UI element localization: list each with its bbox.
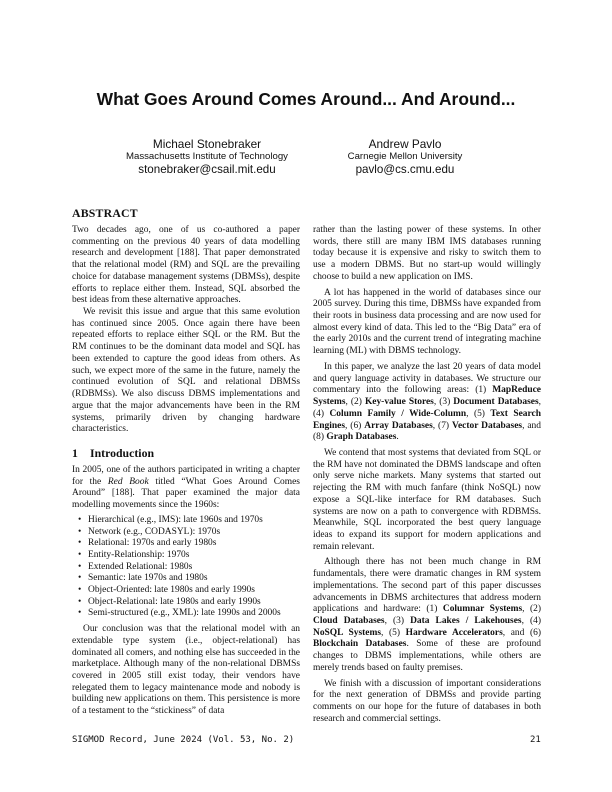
intro-paragraph: We contend that most systems that deviated from SQL or the RM have not dominated the DBMS landscape and often only serve niche markets. Many systems that started out rejecting the RM with much fanfare (think NoSQL) now expose a SQL-like interface for RM databases. Such systems are now on a path to convergence with RDBMSs. Meanwhile, SQL incorporated the best query language ideas to expand its support for modern applications and remain relevant. [313, 447, 541, 552]
intro-paragraph: We finish with a discussion of important considerations for the next generation of DBMSs and provide parting comments on our hope for the future of databases in both research and commercial settings. [313, 678, 541, 724]
list-item: • Hierarchical (e.g., IMS): late 1960s and 1970s [78, 515, 300, 527]
author-affiliation: Massachusetts Institute of Technology [126, 151, 288, 162]
author-name: Michael Stonebraker [152, 137, 262, 151]
section-number: 1 [72, 445, 78, 460]
right-column [313, 225, 541, 725]
intro-paragraph: A lot has happened in the world of databases since our 2005 survey. During this time, DBMSs have expanded from their roots in business data processing and are now used for almost every kind of data. This led to the “Big Data” era of the early 2010s and the current trend of integrating machine learning (ML) with DBMS technology. [313, 287, 541, 357]
author-affiliation: Carnegie Mellon University [347, 151, 463, 162]
area-term: Columnar Systems [442, 604, 523, 615]
area-term: Blockchain Databases [313, 639, 407, 650]
list-item: • Relational: 1970s and early 1980s [78, 538, 300, 550]
data-model-list [72, 515, 300, 620]
area-term: MapReduce Systems [313, 385, 541, 408]
text-run: rather than the lasting power of these systems. In other words, there still are many IBM IMS databases running today because it is expensive and risky to switch them to use a modern DBMS. But no start-up would willingly choose to build a new application on IMS. [313, 225, 541, 282]
list-item: • Network (e.g., CODASYL): 1970s [78, 527, 300, 539]
area-term: Column Family / Wide-Column [329, 408, 467, 419]
abstract-heading: ABSTRACT [72, 206, 138, 220]
text-run: titled “What Goes Around Comes Around” [188]. That paper examined the major data modelling movements since the 1960s: [72, 476, 300, 511]
section-heading [72, 446, 300, 460]
text-run: In 2005, one of the authors participated in writing a chapter for the [72, 464, 300, 487]
intro-paragraph [72, 465, 300, 512]
area-term: Key-value Stores [364, 397, 434, 408]
text-run: In this paper, we analyze the last 20 years of data model and query language activity in databases. We structure our commentary into the following areas: (1) [313, 361, 541, 396]
area-term: Array Databases [364, 420, 433, 431]
area-term: Vector Databases [452, 420, 523, 431]
area-term: Data Lakes / Lakehouses [410, 616, 522, 626]
list-item: • Semantic: late 1970s and 1980s [78, 573, 300, 585]
text-run: Although there has not been much change in RM fundamentals, there were dramatic changes in RM system implementations. The second part of this paper discusses advancements in DBMS architectures that address modern applications and hardware: (1) [313, 557, 541, 615]
paper-title: What Goes Around Comes Around... And Around... [96, 89, 516, 109]
area-term: Document Databases [453, 397, 539, 408]
area-term: Hardware Accelerators [405, 627, 503, 638]
area-term: NoSQL Systems [313, 627, 382, 638]
book-title: Red Book [107, 476, 149, 487]
author-name: Andrew Pavlo [368, 137, 442, 151]
author-block-1 [97, 137, 317, 177]
text-run: . Some of these are profound changes to DBMS implementations, while others are merely trends based on faulty premises. [313, 639, 542, 673]
intro-paragraph-continuation [313, 225, 541, 284]
left-column [72, 206, 300, 718]
list-item: • Entity-Relationship: 1970s [78, 550, 300, 562]
list-item: • Object-Oriented: late 1980s and early 1990s [78, 585, 300, 597]
page-number: 21 [530, 735, 541, 745]
area-term: Text Search Engines [313, 408, 541, 431]
area-term: Cloud Databases [313, 616, 385, 626]
author-email: stonebraker@csail.mit.edu [138, 163, 276, 176]
list-item: • Semi-structured (e.g., XML): late 1990s and 2000s [78, 608, 300, 620]
area-term: Graph Databases [326, 432, 397, 443]
list-item: • Extended Relational: 1980s [78, 562, 300, 574]
intro-paragraph: In this paper, we analyze the last 20 years of data model and query language activity in databases. We structure our commentary into the following areas: (1) MapReduce Systems, (2) Key-value Stores, (3) Document Databases, (4) Column Family / Wide-Column, (5) Text Search Engines, (6) Array Databases, (7) Vector Databases, and (8) Graph Databases. [313, 361, 541, 443]
intro-paragraph: Although there has not been much change in RM fundamentals, there were dramatic changes in RM system implementations. The second part of this paper discusses advancements in DBMS architectures that address modern applications and hardware: (1) Columnar Systems, (2) Cloud Databases, (3) Data Lakes / Lakehouses, (4) NoSQL Systems, (5) Hardware Accelerators, and (6) Blockchain Databases. Some of these are profound changes to DBMS implementations, while others are merely trends based on faulty premises. [313, 557, 542, 673]
list-item: • Object-Relational: late 1980s and early 1990s [78, 597, 300, 609]
author-email: pavlo@cs.cmu.edu [355, 163, 455, 176]
abstract-paragraph: We revisit this issue and argue that this same evolution has continued since 2005. Once again there have been repeated efforts to replace either SQL or the RM. But the RM continues to be the dominant data model and SQL has been extended to capture the good ideas from others. As such, we expect more of the same in the future, namely the continued evolution of SQL and relational DBMSs (RDBMSs). We also discuss DBMS implementations and argue that the major advancements have been in the RM systems, primarily driven by changing hardware characteristics. [72, 307, 300, 435]
text-run: Our conclusion was that the relational model with an extendable type system (i.e., object-relational) has dominated all comers, and nothing else has succeeded in the marketplace. Although many of the non-relational DBMSs covered in 2005 still exist today, their vendors have relegated them to legacy maintenance mode and nobody is building new applications on them. This persistence is more of a testament to the “stickiness” of data [72, 624, 300, 717]
abstract-paragraph: Two decades ago, one of us co-authored a paper commenting on the previous 40 years of data modelling research and development [188]. That paper demonstrated that the relational model (RM) and SQL are the prevailing choice for database management systems (DBMSs), despite efforts to replace either them. Instead, SQL absorbed the best ideas from these alternative approaches. [72, 225, 300, 306]
intro-paragraph-continued [72, 624, 300, 718]
author-block-2 [295, 137, 515, 177]
section-title: Introduction [90, 445, 155, 460]
footer-venue: SIGMOD Record, June 2024 (Vol. 53, No. 2) [72, 735, 295, 745]
